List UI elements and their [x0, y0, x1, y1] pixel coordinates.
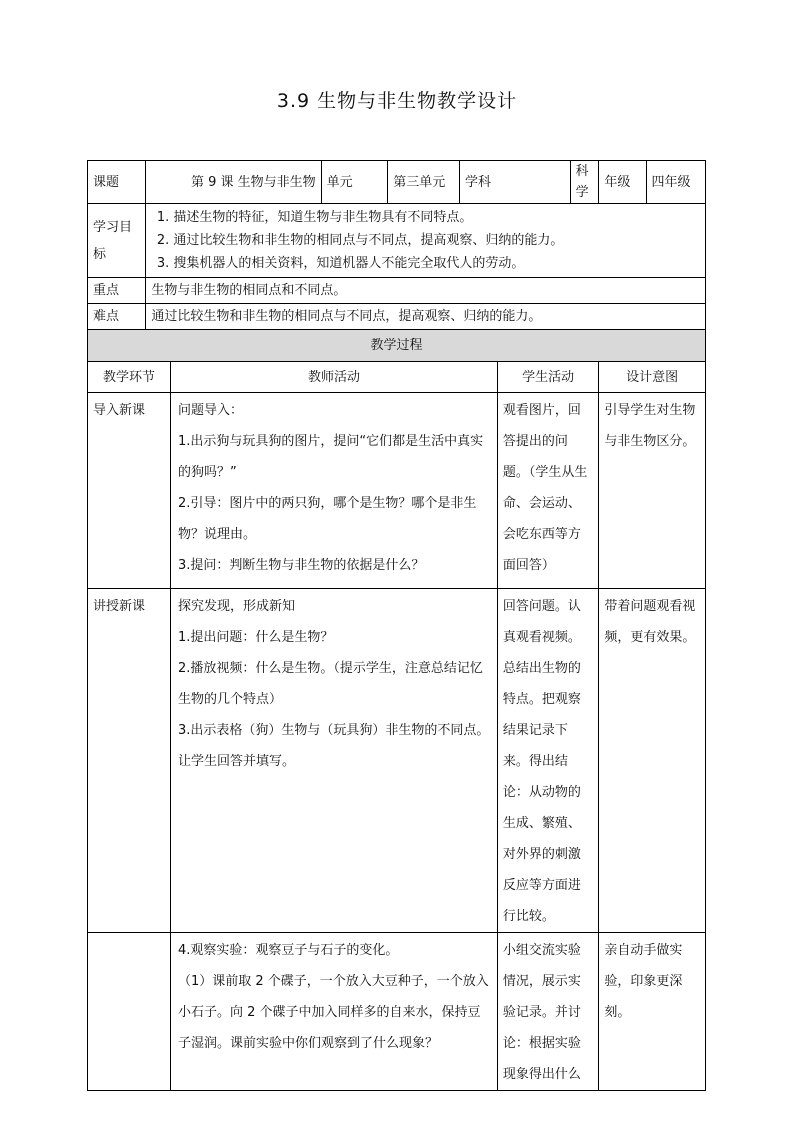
grade-label: 年级 — [599, 161, 646, 204]
difficulty-label: 难点 — [88, 304, 146, 330]
key-point-value: 生物与非生物的相同点和不同点。 — [146, 278, 706, 304]
design-intent: 带着问题观看视频，更有效果。 — [599, 589, 706, 933]
teacher-activity-line: 3.出示表格（狗）生物与（玩具狗）非生物的不同点。让学生回答并填写。 — [178, 723, 490, 769]
subject-value: 科学 — [570, 161, 599, 204]
teacher-activity-line: 探究发现，形成新知 — [178, 599, 296, 614]
header-teacher: 教师活动 — [171, 362, 498, 393]
objectives-list-cell — [146, 204, 706, 278]
student-activity: 观看图片，回答提出的问题。（学生从生命、会运动、会吃东西等方面回答） — [497, 393, 598, 589]
lesson-value: 第 9 课 生物与非生物 — [146, 161, 321, 204]
info-row — [88, 161, 706, 204]
header-stage: 教学环节 — [88, 362, 171, 393]
process-row — [88, 393, 706, 589]
design-intent: 引导学生对生物与非生物区分。 — [599, 393, 706, 589]
key-point-row — [88, 278, 706, 304]
teacher-activity-line: 1.出示狗与玩具狗的图片，提问“它们都是生活中真实的狗吗？” — [178, 434, 484, 480]
teacher-activity-line: 2.播放视频：什么是生物。（提示学生，注意总结记忆生物的几个特点） — [178, 661, 483, 707]
teacher-activity-line: （1）课前取 2 个碟子，一个放入大豆种子，一个放入小石子。向 2 个碟子中加入同样多的自来水，保持豆子湿润。课前实验中你们观察到了什么现象？ — [178, 974, 489, 1051]
key-point-label: 重点 — [88, 278, 146, 304]
objective-item: 2. 通过比较生物和非生物的相同点与不同点，提高观察、归纳的能力。 — [173, 229, 700, 252]
process-row — [88, 589, 706, 933]
objectives-list — [151, 206, 700, 275]
student-activity: 回答问题。认真观看视频。总结出生物的特点。把观察结果记录下来。得出结论：从动物的生成、繁殖、对外界的刺激反应等方面进行比较。 — [497, 589, 598, 933]
unit-value: 第三单元 — [388, 161, 460, 204]
unit-label: 单元 — [321, 161, 388, 204]
grade-value: 四年级 — [646, 161, 706, 204]
process-stage: 导入新课 — [88, 393, 171, 589]
subject-label: 学科 — [460, 161, 571, 204]
process-stage: 讲授新课 — [88, 589, 171, 933]
teacher-activity — [171, 589, 498, 933]
student-activity: 小组交流实验情况，展示实验记录。并讨论：根据实验现象得出什么 — [497, 933, 598, 1091]
process-stage — [88, 933, 171, 1091]
design-intent: 亲自动手做实验，印象更深刻。 — [599, 933, 706, 1091]
lesson-label: 课题 — [88, 161, 146, 204]
teacher-activity-line: 2.引导：图片中的两只狗，哪个是生物？哪个是非生物？说理由。 — [178, 496, 477, 542]
teacher-activity-line: 3.提问：判断生物与非生物的依据是什么？ — [178, 558, 425, 573]
difficulty-row — [88, 304, 706, 330]
header-student: 学生活动 — [497, 362, 598, 393]
process-section-row — [88, 330, 706, 362]
objectives-row — [88, 204, 706, 278]
objective-item: 3. 搜集机器人的相关资料，知道机器人不能完全取代人的劳动。 — [173, 252, 700, 275]
difficulty-value: 通过比较生物和非生物的相同点与不同点，提高观察、归纳的能力。 — [146, 304, 706, 330]
header-intent: 设计意图 — [599, 362, 706, 393]
process-section-title: 教学过程 — [88, 330, 706, 362]
process-row — [88, 933, 706, 1091]
teacher-activity-line: 问题导入： — [178, 403, 244, 418]
teacher-activity-line: 4.观察实验：观察豆子与石子的变化。 — [178, 943, 399, 958]
objectives-label: 学习目标 — [88, 204, 146, 278]
objective-item: 1. 描述生物的特征，知道生物与非生物具有不同特点。 — [173, 206, 700, 229]
lesson-plan-table — [87, 160, 706, 1091]
teacher-activity-line: 1.提出问题：什么是生物？ — [178, 630, 334, 645]
document-title: 3.9 生物与非生物教学设计 — [276, 90, 518, 112]
teacher-activity — [171, 933, 498, 1091]
teacher-activity — [171, 393, 498, 589]
process-header-row — [88, 362, 706, 393]
